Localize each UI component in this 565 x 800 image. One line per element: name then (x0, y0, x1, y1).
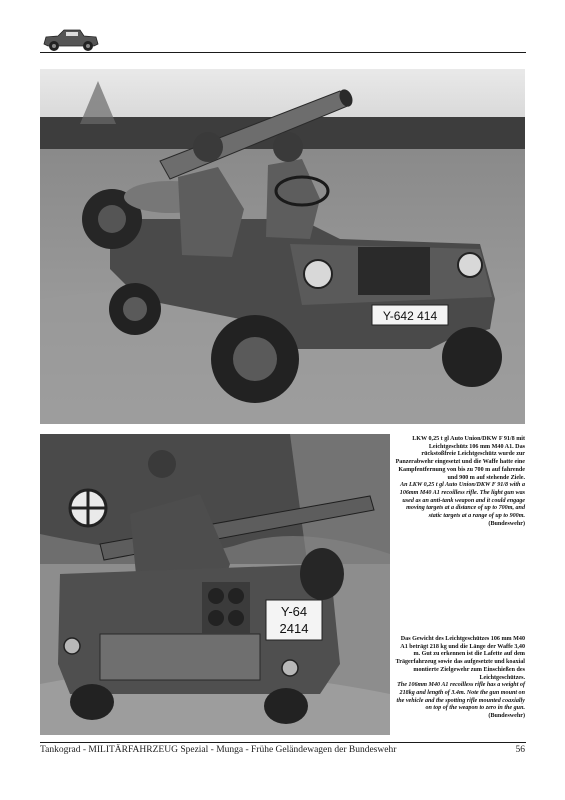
photo-jeep-front (40, 69, 525, 424)
header-rule (40, 52, 526, 53)
caption-german: Das Gewicht des Leichtgeschützes 106 mm M40 A1 beträgt 218 kg und die Länge der Waffe 3,40 m. Gut zu erkennen ist die Lafette auf dem Trägerfahrzeug sowie das aufgesetzte und koaxial montierte Zielgewehr zum Einschießen des Leichtgeschützes. (395, 636, 525, 681)
svg-text:Y-64: Y-64 (280, 604, 308, 619)
footer-title: Tankograd - MILITÄRFAHRZEUG Spezial - Munga - Frühe Geländewagen der Bundeswehr (40, 745, 397, 755)
page-number: 56 (515, 745, 525, 755)
svg-text:Y-642 414: Y-642 414 (382, 309, 438, 323)
caption-top-photo (395, 436, 525, 528)
caption-bottom-photo (395, 636, 525, 721)
caption-source: (Bundeswehr) (488, 520, 525, 527)
svg-text:2414: 2414 (279, 621, 309, 636)
munga-jeep-icon (40, 24, 102, 54)
caption-english: An LKW 0,25 t gl Auto Union/DKW F 91/8 with a 106mm M40 A1 recoilless rifle. The light gun was used as an anti-tank weapon and it could engage moving targets at a distance of up to 700m, and static targets at a range of up to 900m. (399, 482, 525, 520)
caption-english: The 106mm M40 A1 recoilless rifle has a weight of 218kg and length of 3.4m. Note the gun mount on the vehicle and the spotting rifle mounted coaxially on top of the weapon to zero in the gun. (396, 682, 525, 712)
caption-source: (Bundeswehr) (488, 713, 525, 720)
caption-german: LKW 0,25 t gl Auto Union/DKW F 91/8 mit Leichtgeschütz 106 mm M40 A1. Das rückstoßfreie Leichtgeschütz wurde zur Panzerabwehr eingesetzt und die Waffe hatte eine Kampfentfernung von bis zu 700 m auf fahrende und 900 m auf stehende Ziele. (395, 436, 525, 481)
footer-rule (40, 742, 526, 743)
photo-jeep-rear (40, 434, 390, 735)
